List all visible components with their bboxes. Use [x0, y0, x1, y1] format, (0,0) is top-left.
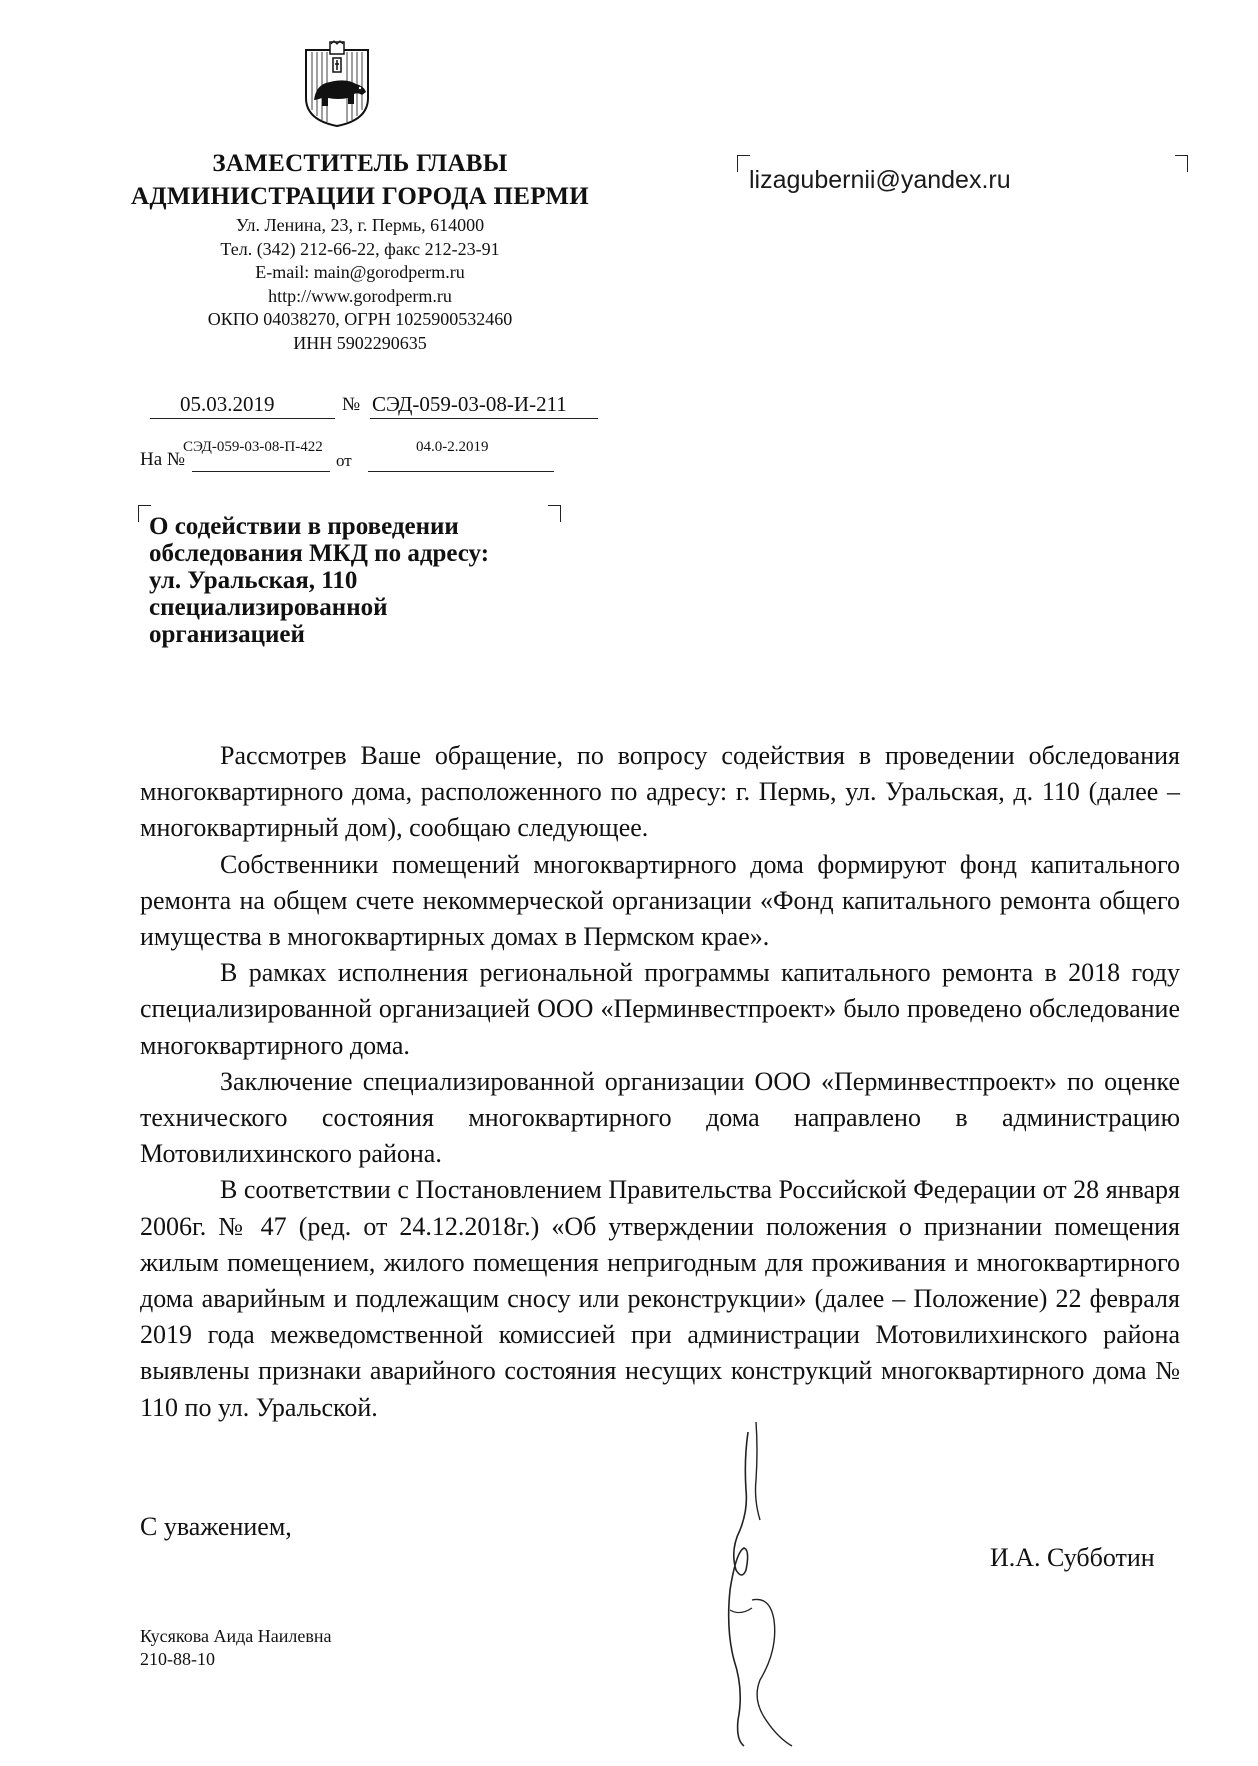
- organization-contacts: [60, 214, 660, 355]
- body-paragraph: В рамках исполнения региональной программы капитального ремонта в 2018 году специализированной организацией ООО «Перминвестпроект» было проведено обследование многоквартирного дома.: [140, 958, 1180, 1060]
- body-paragraph: Заключение специализированной организации ООО «Перминвестпроект» по оценке технического состояния многоквартирного дома направлено в администрацию Мотовилихинского района.: [140, 1066, 1180, 1169]
- reference-prefix: На №: [140, 449, 186, 470]
- body-paragraph: Рассмотрев Ваше обращение, по вопросу содействия в проведении обследования многоквартирного дома, расположенного по адресу: г. Пермь, ул. Уральская, д. 110 (далее – многоквартирный дом), сообщаю следующее.: [140, 741, 1180, 843]
- reference-from-label: от: [336, 451, 352, 470]
- reference-number: СЭД-059-03-08-П-422: [183, 439, 323, 455]
- date-underline: [150, 418, 335, 419]
- subject-line: О содействии в проведении: [149, 513, 459, 540]
- executor-name: Кусякова Аида Наилевна: [140, 1626, 332, 1646]
- address-line: Ул. Ленина, 23, г. Пермь, 614000: [235, 215, 485, 235]
- inn-line: ИНН 5902290635: [293, 332, 427, 353]
- subject-line: специализированной: [149, 594, 388, 621]
- letter-subject: [149, 513, 619, 648]
- signatory-name: И.А. Субботин: [990, 1543, 1155, 1572]
- subject-line: ул. Уральская, 110: [149, 567, 358, 594]
- executor-info: [140, 1625, 332, 1671]
- phone-line: Тел. (342) 212-66-22, факс 212-23-91: [220, 238, 500, 259]
- document-number: СЭД-059-03-08-И-211: [372, 392, 567, 416]
- organization-title: АДМИНИСТРАЦИИ ГОРОДА ПЕРМИ: [131, 183, 589, 210]
- document-date: 05.03.2019: [180, 392, 275, 416]
- reference-number-underline: [192, 471, 330, 472]
- subject-line: обследования МКД по адресу:: [149, 540, 490, 567]
- handwritten-signature: [700, 1420, 810, 1750]
- body-paragraph: В соответствии с Постановлением Правительства Российской Федерации от 28 января 2006г. № 47 (ред. от 24.12.2018г.) «Об утверждении положения о признании помещения жилым помещением, жилого помещения непригодным для проживания и многоквартирного дома аварийным и подлежащим сносу или реконструкции» (далее – Положение) 22 февраля 2019 года межведомственной комиссией при администрации Мотовилихинского района выявлены признаки аварийного состояния несущих конструкций многоквартирного дома № 110 по ул. Уральской.: [140, 1175, 1180, 1422]
- perm-coat-of-arms-icon: [302, 40, 372, 128]
- okpo-ogrn-line: ОКПО 04038270, ОГРН 1025900532460: [207, 309, 513, 329]
- reference-date: 04.0-2.2019: [416, 439, 489, 455]
- website-line: http://www.gorodperm.ru: [268, 285, 452, 306]
- closing-regards: С уважением,: [140, 1512, 292, 1541]
- number-label: №: [342, 394, 361, 415]
- executor-phone: 210-88-10: [140, 1649, 215, 1669]
- letter-body: [140, 738, 1180, 1426]
- subject-line: организацией: [149, 621, 305, 648]
- organization-title: ЗАМЕСТИТЕЛЬ ГЛАВЫ: [212, 150, 508, 177]
- email-line: E-mail: main@gorodperm.ru: [255, 262, 465, 282]
- address-corner-mark: [1175, 155, 1188, 172]
- number-underline: [370, 418, 598, 419]
- reference-date-underline: [368, 471, 554, 472]
- body-paragraph: Собственники помещений многоквартирного дома формируют фонд капитального ремонта на общем счете некоммерческой организации «Фонд капитального ремонта общего имущества в многоквартирных домах в Пермском крае».: [140, 849, 1180, 952]
- recipient-email: lizagubernii@yandex.ru: [749, 166, 1011, 194]
